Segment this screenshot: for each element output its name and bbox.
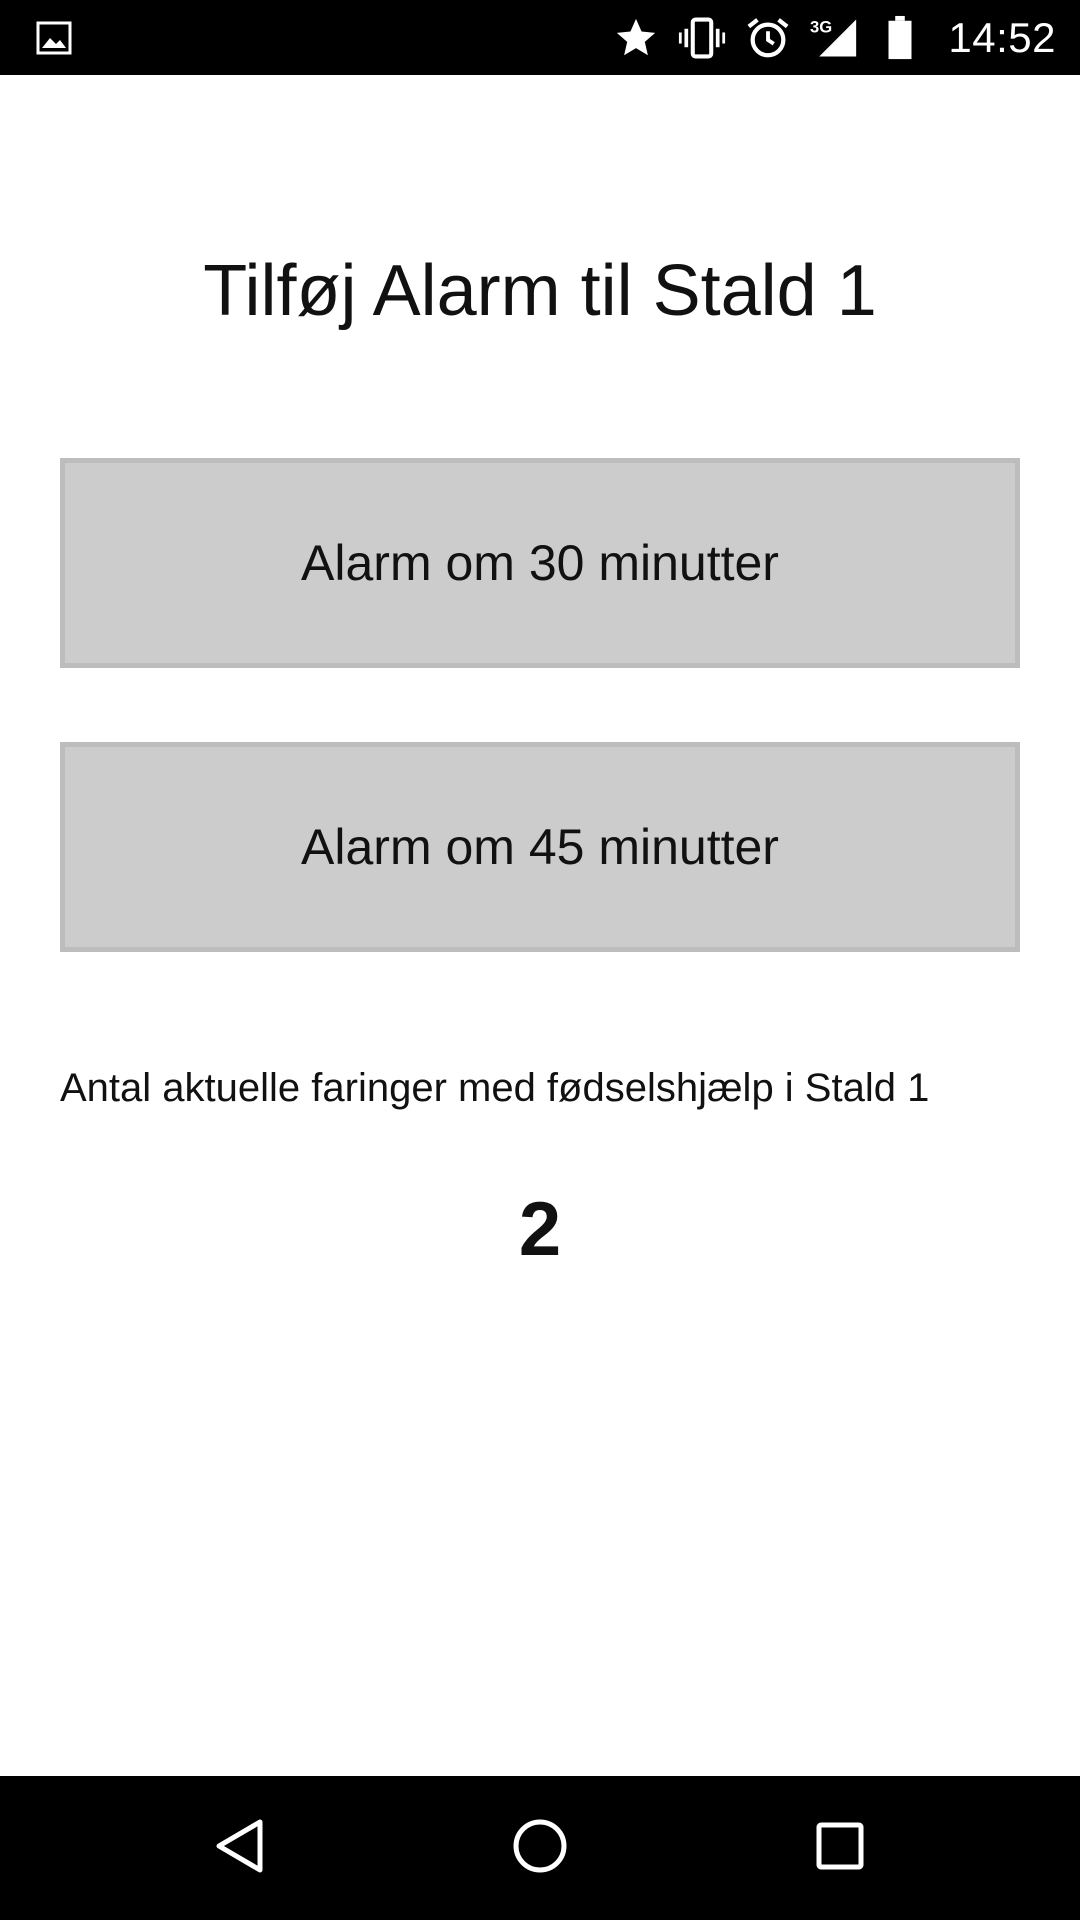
back-icon [210, 1816, 270, 1881]
vibrate-icon [678, 14, 726, 62]
page-title: Tilføj Alarm til Stald 1 [203, 251, 877, 331]
alarm-30-minutes-button[interactable]: Alarm om 30 minutter [60, 458, 1020, 668]
home-button[interactable] [460, 1776, 620, 1920]
signal-3g-icon [810, 14, 858, 62]
battery-icon [876, 14, 924, 62]
status-time: 14:52 [948, 14, 1056, 61]
recents-button[interactable] [760, 1776, 920, 1920]
back-button[interactable] [160, 1776, 320, 1920]
image-notification-icon [36, 20, 72, 56]
svg-text:3G: 3G [810, 16, 833, 36]
alarm-clock-icon [744, 14, 792, 62]
home-icon [510, 1816, 570, 1881]
alarm-45-minutes-button[interactable]: Alarm om 45 minutter [60, 742, 1020, 952]
star-icon [612, 14, 660, 62]
assisted-farrowings-label: Antal aktuelle faringer med fødselshjælp i Stald 1 [60, 1066, 930, 1110]
status-bar [0, 0, 1080, 75]
navigation-bar [0, 1776, 1080, 1920]
assisted-farrowings-count: 2 [518, 1187, 562, 1272]
recents-icon [810, 1816, 870, 1881]
